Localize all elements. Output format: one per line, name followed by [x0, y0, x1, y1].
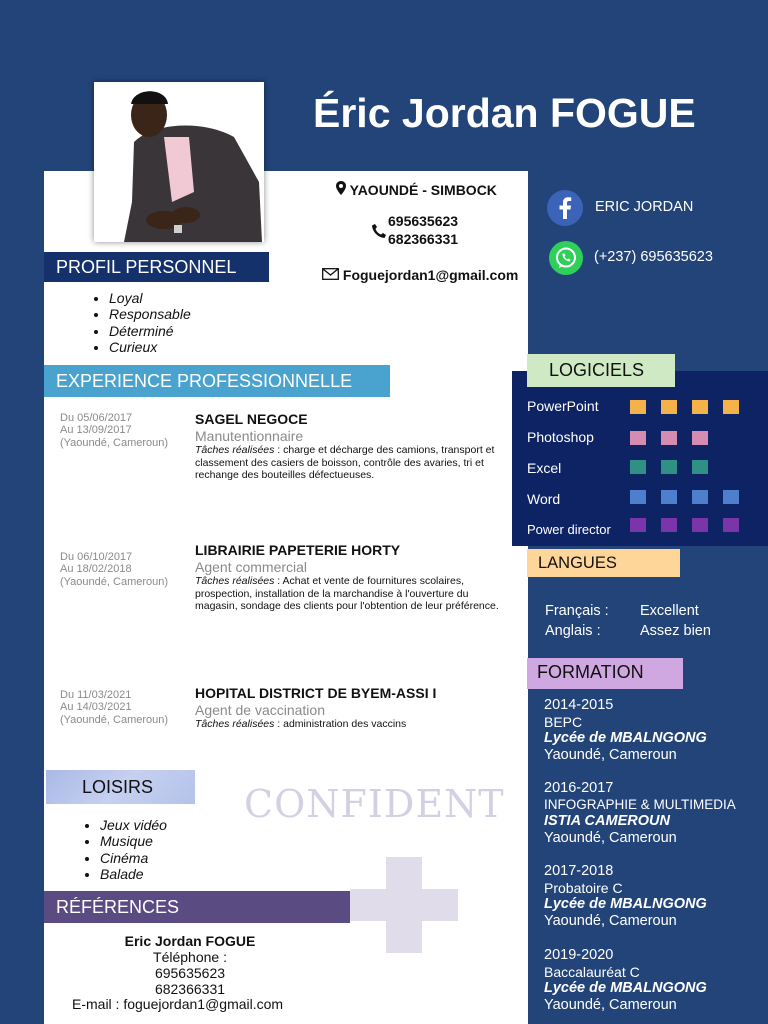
candidate-name: Éric Jordan FOGUE — [313, 90, 696, 136]
job-dates — [60, 412, 168, 449]
language-level: Assez bien — [640, 623, 711, 639]
rating-square — [661, 400, 677, 414]
experience-header: EXPERIENCE PROFESSIONNELLE — [44, 365, 390, 397]
list-item: • Responsable — [109, 306, 191, 322]
formation-school: Lycée de MBALNGONG — [544, 980, 707, 997]
job-place: (Yaoundé, Cameroun) — [60, 713, 169, 726]
formation-diploma: Probatoire C — [544, 879, 623, 896]
formation-entry — [544, 780, 736, 847]
software-rating — [630, 431, 740, 445]
software-label: Power director — [527, 522, 611, 537]
rating-square — [723, 490, 739, 504]
job-place: (Yaoundé, Cameroun) — [60, 436, 169, 449]
rating-square — [661, 490, 677, 504]
job-role: Agent commercial — [195, 559, 308, 575]
job-place: (Yaoundé, Cameroun) — [60, 575, 169, 588]
rating-square — [630, 490, 646, 504]
whatsapp-number: (+237) 695635623 — [594, 249, 713, 265]
rating-square — [692, 518, 708, 532]
language-level: Excellent — [640, 603, 699, 619]
job-task-text: : charge et décharge des camions, transport et classement des casiers de boisson, contrôle des avaries, tri et rechange des bouteilles défectueuses. — [195, 444, 495, 482]
job-to: Au 13/09/2017 — [60, 424, 132, 437]
software-label: Excel — [527, 460, 562, 476]
job-task-label: Tâches réalisées — [195, 575, 275, 587]
formation-entry — [544, 697, 707, 764]
loisirs-list — [100, 817, 167, 882]
profil-header: PROFIL PERSONNEL — [44, 252, 269, 282]
software-label: Word — [527, 491, 561, 507]
envelope-icon — [322, 267, 339, 283]
location-line — [336, 181, 497, 198]
job-from: Du 05/06/2017 — [60, 412, 133, 424]
cross-decoration-horizontal — [350, 889, 458, 921]
location-pin-icon — [336, 181, 346, 198]
list-item: • Balade — [100, 866, 167, 882]
formation-diploma: BEPC — [544, 713, 583, 730]
facebook-name: ERIC JORDAN — [595, 199, 694, 215]
list-item: • Cinéma — [100, 850, 167, 866]
job-details — [195, 542, 503, 613]
rating-square — [723, 518, 739, 532]
formation-city: Yaoundé, Cameroun — [544, 830, 677, 847]
software-label: Photoshop — [527, 429, 594, 445]
reference-phone-1: 695635623 — [154, 965, 226, 981]
job-to: Au 14/03/2021 — [60, 701, 132, 714]
job-role: Manutentionnaire — [195, 428, 304, 444]
formation-city: Yaoundé, Cameroun — [544, 997, 677, 1014]
logiciels-header: LOGICIELS — [527, 354, 675, 387]
job-task-text: : administration des vaccins — [274, 718, 407, 730]
whatsapp-icon[interactable] — [549, 241, 583, 280]
software-rating — [630, 518, 740, 532]
formation-entry — [544, 947, 707, 1014]
formation-school: Lycée de MBALNGONG — [544, 730, 707, 747]
software-rating — [630, 490, 740, 504]
email-line — [322, 267, 518, 283]
phone-1: 695635623 — [388, 213, 459, 229]
formation-years: 2014-2015 — [544, 697, 614, 713]
formation-school: Lycée de MBALNGONG — [544, 896, 707, 913]
reference-phone-label: Téléphone : — [153, 949, 227, 965]
job-tasks — [195, 444, 503, 482]
rating-square — [630, 460, 646, 474]
formation-years: 2017-2018 — [544, 863, 614, 879]
reference-phone-2: 682366331 — [154, 981, 226, 997]
job-role: Agent de vaccination — [195, 702, 325, 718]
profile-photo — [94, 82, 264, 242]
formation-years: 2019-2020 — [544, 947, 614, 963]
rating-square — [661, 460, 677, 474]
job-details — [195, 411, 503, 482]
phone-2: 682366331 — [388, 231, 459, 247]
rating-square — [630, 400, 646, 414]
job-company: LIBRAIRIE PAPETERIE HORTY — [195, 542, 401, 558]
job-tasks — [195, 718, 503, 731]
job-task-label: Tâches réalisées — [195, 718, 275, 730]
rating-square — [692, 431, 708, 445]
references-header: RÉFÉRENCES — [44, 891, 350, 923]
loisirs-header: LOISIRS — [46, 770, 195, 804]
job-company: SAGEL NEGOCE — [195, 411, 308, 427]
language-name: Anglais : — [545, 623, 601, 639]
job-from: Du 06/10/2017 — [60, 551, 133, 563]
formation-diploma: Baccalauréat C — [544, 963, 640, 980]
email-text: Foguejordan1@gmail.com — [342, 267, 519, 283]
formation-school: ISTIA CAMEROUN — [544, 813, 670, 830]
formation-city: Yaoundé, Cameroun — [544, 913, 677, 930]
rating-square — [661, 518, 677, 532]
phone-icon — [372, 224, 386, 243]
software-label: PowerPoint — [527, 398, 599, 414]
job-company: HOPITAL DISTRICT DE BYEM-ASSI I — [195, 685, 437, 701]
langues-header: LANGUES — [527, 549, 680, 577]
rating-square — [630, 431, 646, 445]
rating-square — [692, 490, 708, 504]
rating-square — [692, 400, 708, 414]
formation-city: Yaoundé, Cameroun — [544, 747, 677, 764]
software-rating — [630, 400, 740, 414]
references-block — [70, 933, 310, 997]
formation-years: 2016-2017 — [544, 780, 614, 796]
formation-diploma: INFOGRAPHIE & MULTIMEDIA — [544, 796, 736, 812]
rating-square — [630, 518, 646, 532]
formation-header: FORMATION — [527, 658, 683, 689]
list-item: • Déterminé — [109, 323, 191, 339]
rating-square — [692, 460, 708, 474]
facebook-icon[interactable] — [547, 190, 583, 231]
reference-email: E-mail : foguejordan1@gmail.com — [72, 996, 284, 1012]
rating-square — [723, 400, 739, 414]
job-task-label: Tâches réalisées — [195, 444, 275, 456]
job-from: Du 11/03/2021 — [60, 689, 132, 701]
language-name: Français : — [545, 603, 609, 619]
list-item: • Jeux vidéo — [100, 817, 167, 833]
list-item: • Loyal — [109, 290, 191, 306]
job-to: Au 18/02/2018 — [60, 563, 132, 576]
profil-list — [109, 290, 191, 355]
confident-watermark: CONFIDENT — [244, 782, 505, 826]
job-dates — [60, 689, 168, 726]
location-text: YAOUNDÉ - SIMBOCK — [349, 182, 497, 198]
job-dates — [60, 551, 168, 588]
list-item: • Curieux — [109, 339, 191, 355]
reference-name: Eric Jordan FOGUE — [124, 933, 256, 949]
job-details — [195, 685, 503, 731]
job-task-text: : Achat et vente de fournitures scolaires, prospection, installation de la marchandise à l'ouverture du magasin, sondage des clients pour l'obtention de leur préférence. — [195, 575, 499, 613]
formation-entry — [544, 863, 707, 930]
list-item: • Musique — [100, 833, 167, 849]
profile-photo-image — [94, 82, 264, 242]
rating-square — [661, 431, 677, 445]
software-rating — [630, 460, 740, 474]
job-tasks — [195, 575, 503, 613]
